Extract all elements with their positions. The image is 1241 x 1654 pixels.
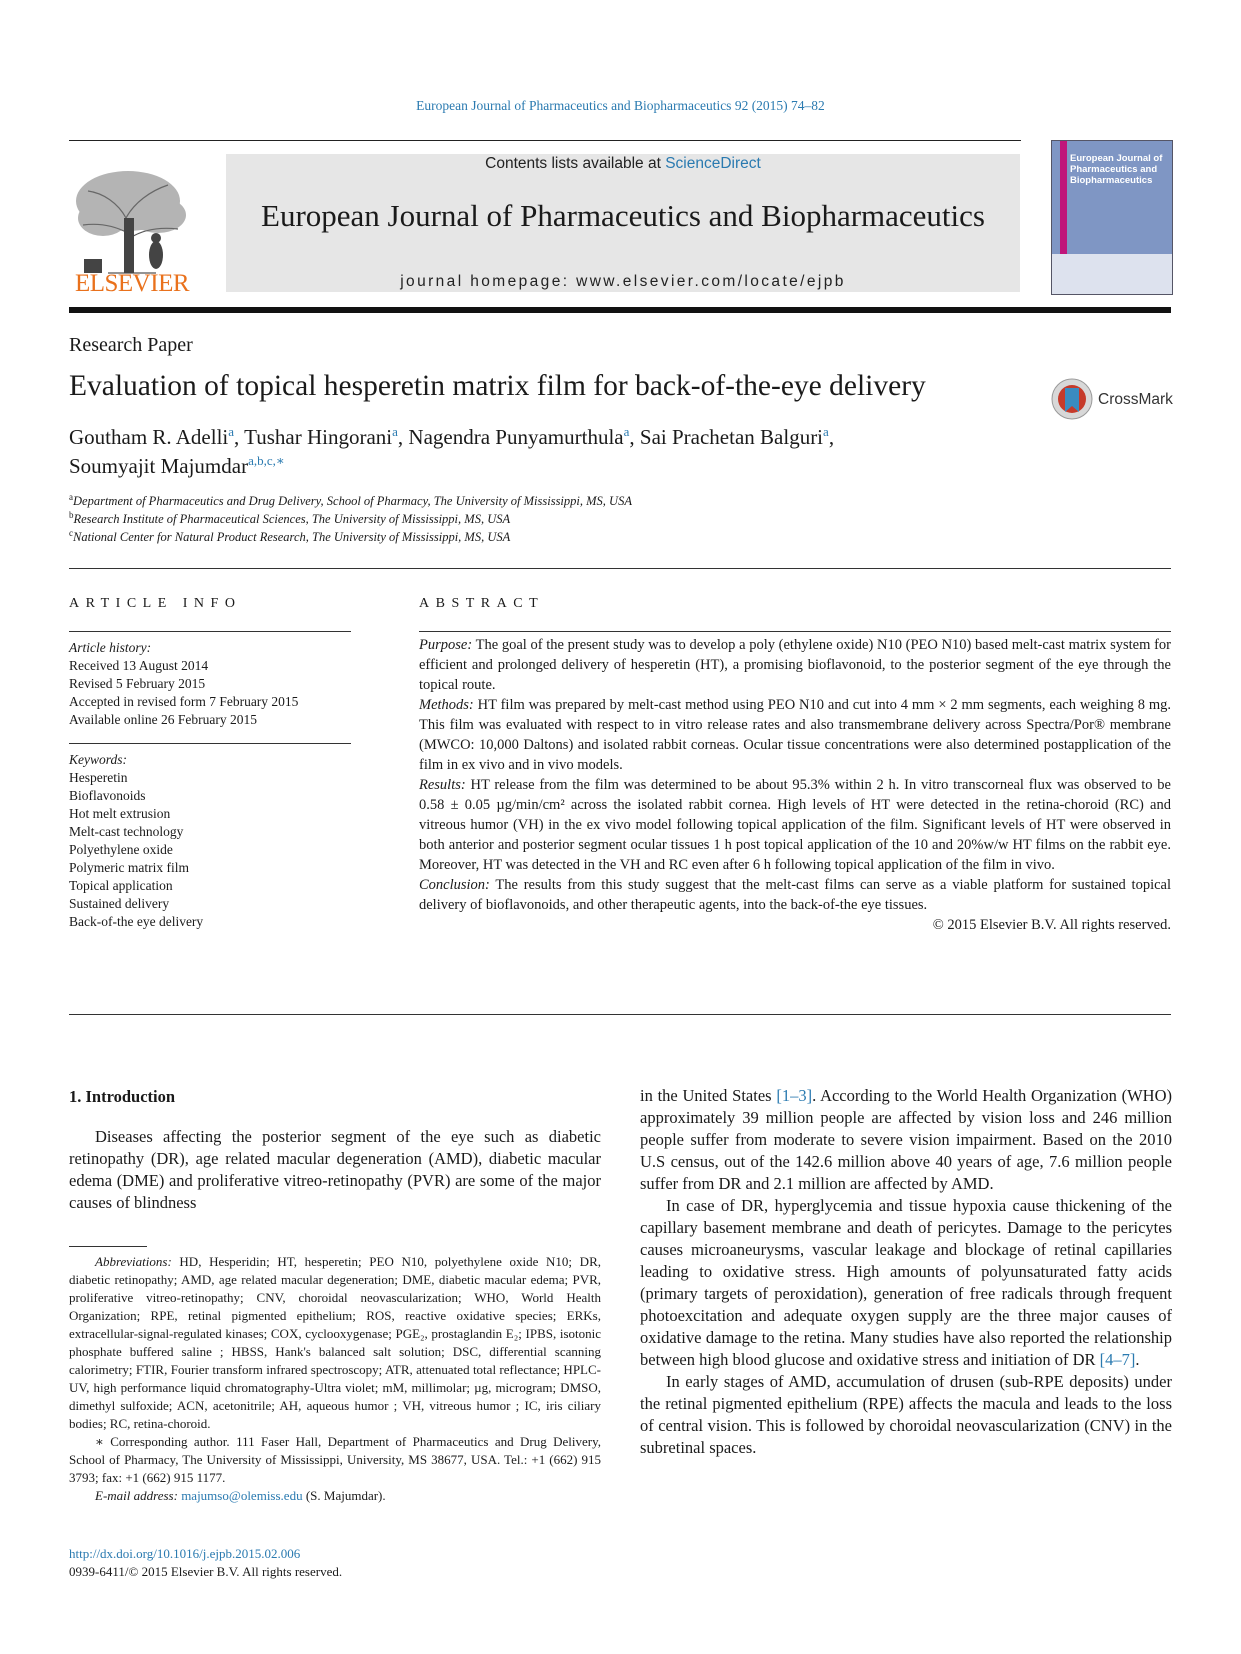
sciencedirect-link[interactable]: ScienceDirect bbox=[665, 155, 761, 172]
history-item: Revised 5 February 2015 bbox=[69, 676, 206, 691]
affiliation bbox=[69, 527, 511, 545]
keyword: Bioflavonoids bbox=[69, 788, 146, 803]
email-label: E-mail address: bbox=[95, 1488, 178, 1503]
affiliation-text: National Center for Natural Product Research, The University of Mississippi, MS, USA bbox=[73, 530, 511, 544]
author-affiliation-mark[interactable]: a,b,c,∗ bbox=[248, 453, 285, 468]
issn-line: 0939-6411/© 2015 Elsevier B.V. All rights reserved. bbox=[69, 1564, 343, 1579]
contents-available-line bbox=[226, 155, 1020, 173]
intro-paragraph: In early stages of AMD, accumulation of drusen (sub-RPE deposits) under the retinal pigmented epithelium (RPE) affects the macula and leads to the loss of central vision. This is followed by choroidal neovascularization (CNV) in the subretinal spaces. bbox=[640, 1372, 1172, 1457]
keyword: Back-of-the eye delivery bbox=[69, 914, 204, 929]
affiliation-text: Research Institute of Pharmaceutical Sciences, The University of Mississippi, MS, USA bbox=[73, 512, 511, 526]
para-text: In case of DR, hyperglycemia and tissue hypoxia cause thickening of the capillary basement membrane and death of pericytes. Damage to the pericytes causes microaneurysms, vascular leakage and blockage of retinal capillaries leading to oxidative stress. High amounts of polyunsaturated fatty acids (primary targets of peroxidation), generation of free radicals through frequent photoexcitation and adequate oxygen supply are the three major causes of oxidative damage to the retina. Many studies have also reported the relationship between high blood glucose and oxidative stress and initiation of DR bbox=[640, 1196, 1172, 1369]
history-item: Received 13 August 2014 bbox=[69, 658, 209, 673]
author-name: Soumyajit Majumdar bbox=[69, 454, 249, 478]
journal-citation[interactable]: European Journal of Pharmaceutics and Biopharmaceutics 92 (2015) 74–82 bbox=[416, 98, 825, 113]
abstract-results bbox=[419, 775, 1171, 875]
purpose-label: Purpose: bbox=[419, 637, 473, 653]
abstract-rule bbox=[419, 631, 1171, 632]
journal-title: European Journal of Pharmaceutics and Biopharmaceutics bbox=[261, 198, 985, 233]
contents-prefix: Contents lists available at bbox=[485, 155, 666, 172]
para-text: . According to the World Health Organization (WHO) approximately 39 million people are affected by vision loss and 246 million people suffer from moderate to severe vision impairment. Based on the 2010 U.S census, out of the 142.6 million above 40 years of age, 7.6 million people suffer from DR and 2.1 million are affected by AMD. bbox=[640, 1086, 1172, 1193]
keyword: Melt-cast technology bbox=[69, 824, 184, 839]
affiliation-mark: a bbox=[69, 491, 73, 502]
cover-footer bbox=[1052, 254, 1172, 294]
affiliation-mark: c bbox=[69, 527, 73, 538]
affiliation bbox=[69, 491, 632, 509]
methods-label: Methods: bbox=[419, 697, 474, 713]
para-text: . bbox=[1135, 1350, 1140, 1369]
abstract-conclusion bbox=[419, 875, 1171, 915]
journal-homepage[interactable]: journal homepage: www.elsevier.com/locate/ejpb bbox=[400, 273, 846, 290]
methods-text: HT film was prepared by melt-cast method using PEO N10 and cut into 4 mm × 2 mm segments, each weighing 8 mg. This film was evaluated with respect to in vitro release rates and also transmembrane delivery across Spectra/Por® membrane (MWCO: 10,000 Daltons) and isolated rabbit corneas. Ocular tissue concentrations were also determined postapplication of the film in ex vivo and in vivo models. bbox=[419, 697, 1172, 773]
intro-paragraph bbox=[640, 1085, 1172, 1195]
keyword: Polymeric matrix film bbox=[69, 860, 189, 875]
abstract-end-rule bbox=[69, 1014, 1171, 1015]
keywords-label: Keywords: bbox=[69, 752, 127, 767]
author-name: Sai Prachetan Balguri bbox=[639, 425, 824, 449]
results-label: Results: bbox=[419, 777, 466, 793]
article-type: Research Paper bbox=[69, 334, 193, 356]
keyword: Hot melt extrusion bbox=[69, 806, 171, 821]
abstract-body bbox=[419, 635, 1171, 935]
author-name: Goutham R. Adelli bbox=[69, 425, 229, 449]
cover-title: European Journal of Pharmaceutics and Biopharmaceutics bbox=[1070, 153, 1163, 186]
affiliation-mark: b bbox=[69, 509, 74, 520]
citation-link[interactable]: [1–3] bbox=[776, 1086, 813, 1105]
email-footnote bbox=[69, 1487, 601, 1505]
results-text: HT release from the film was determined to be about 95.3% within 2 h. In vitro transcorneal flux was observed to be 0.58 ± 0.05 µg/min/cm² across the isolated rabbit cornea. High levels of HT were detected in the retina-choroid (RC) and vitreous humor (VH) in the ex vivo model following topical application of the film. Significant levels of HT were observed in both anterior and posterior segment ocular tissues 1 h post topical application of the 10 and 20%w/w HT films on the rabbit eye. Moreover, HT was detected in the VH and RC even after 6 h following topical application of the film in vivo. bbox=[419, 777, 1171, 873]
abstract-heading: ABSTRACT bbox=[419, 596, 545, 611]
affiliation bbox=[69, 509, 511, 527]
keyword: Topical application bbox=[69, 878, 173, 893]
author-affiliation-mark[interactable]: a bbox=[392, 424, 398, 439]
intro-paragraph: Diseases affecting the posterior segment of the eye such as diabetic retinopathy (DR), age related macular degeneration (AMD), diabetic macular edema (DME) and proliferative vitreo-retinopathy (PVR) are some of the major causes of blindness bbox=[69, 1127, 601, 1212]
intro-left-column bbox=[69, 1126, 601, 1214]
footnotes bbox=[69, 1253, 601, 1505]
email-suffix: (S. Majumdar). bbox=[302, 1488, 386, 1503]
para-text: in the United States bbox=[640, 1086, 777, 1105]
article-info-rule bbox=[69, 631, 351, 632]
keyword: Sustained delivery bbox=[69, 896, 170, 911]
abstract-methods bbox=[419, 695, 1171, 775]
intro-paragraph bbox=[640, 1195, 1172, 1371]
article-title: Evaluation of topical hesperetin matrix film for back-of-the-eye delivery bbox=[69, 370, 926, 402]
email-link[interactable]: majumso@olemiss.edu bbox=[181, 1488, 303, 1503]
section-heading: 1. Introduction bbox=[69, 1087, 176, 1106]
keywords bbox=[69, 751, 351, 931]
authors-line bbox=[69, 454, 285, 479]
abstract-copyright: © 2015 Elsevier B.V. All rights reserved. bbox=[932, 917, 1171, 933]
abbreviations-label: Abbreviations: bbox=[95, 1254, 172, 1269]
journal-cover-image bbox=[1051, 140, 1173, 295]
history-item: Available online 26 February 2015 bbox=[69, 712, 257, 727]
author-affiliation-mark[interactable]: a bbox=[623, 424, 630, 439]
keywords-rule bbox=[69, 743, 351, 744]
author-affiliation-mark[interactable]: a bbox=[228, 424, 235, 439]
article-history-label: Article history: bbox=[69, 640, 152, 655]
article-info-heading: ARTICLE INFO bbox=[69, 596, 242, 611]
history-item: Accepted in revised form 7 February 2015 bbox=[69, 694, 299, 709]
purpose-text: The goal of the present study was to develop a poly (ethylene oxide) N10 (PEO N10) based melt-cast matrix system for efficient and prolonged delivery of hesperetin (HT), a promising bioflavonoid, to the posterior segment of the eye through the topical route. bbox=[419, 637, 1171, 693]
affiliation-text: Department of Pharmaceutics and Drug Delivery, School of Pharmacy, The University of Mississippi, MS, USA bbox=[73, 494, 632, 508]
intro-right-column bbox=[640, 1085, 1172, 1459]
footnote-rule bbox=[69, 1246, 147, 1247]
conclusion-text: The results from this study suggest that the melt-cast films can serve as a viable platform for sustained topical delivery of bioflavonoids, and other therapeutic agents, into the back-of-the eye tissues. bbox=[419, 877, 1171, 913]
keyword: Hesperetin bbox=[69, 770, 128, 785]
author-name: Nagendra Punyamurthula bbox=[408, 425, 624, 449]
conclusion-label: Conclusion: bbox=[419, 877, 490, 893]
keyword: Polyethylene oxide bbox=[69, 842, 173, 857]
corresponding-author-footnote: ∗ Corresponding author. 111 Faser Hall, Department of Pharmaceutics and Drug Delivery, School of Pharmacy, The University of Mississippi, University, MS 38677, USA. Tel.: +1 (662) 915 3793; fax: +1 (662) 915 1177. bbox=[69, 1434, 601, 1485]
header-rule bbox=[69, 140, 1021, 141]
abbreviations-text: HD, Hesperidin; HT, hesperetin; PEO N10, polyethylene oxide N10; DR, diabetic retinopathy; AMD, age related macular degeneration; DME, diabetic macular edema; PVR, proliferative vitreo-retinopathy; CNV, choroidal neovascularization; WHO, World Health Organization; RPE, retinal pigmented epithelium; ROS, reactive oxidative species; ERKs, extracellular-signal-regulated kinases; COX, cyclooxygenase; PGE₂, prostaglandin E₂; IPBS, isotonic phosphate buffered saline ; HBSS, Hank's balanced salt solution; DSC, differential scanning calorimetry; FTIR, Fourier transform infrared spectroscopy; ATR, attenuated total reflectance; HPLC-UV, high performance liquid chromatography-Ultra violet; mM, millimolar; µg, microgram; DMSO, dimethyl sulfoxide; ACN, acetonitrile; AH, aqueous humor ; VH, vitreous humor ; IC, iris ciliary bodies; RC, retina-choroid. bbox=[69, 1254, 601, 1431]
author-affiliation-mark[interactable]: a bbox=[823, 424, 829, 439]
author-name: Tushar Hingorani bbox=[244, 425, 393, 449]
elsevier-wordmark: ELSEVIER bbox=[74, 270, 190, 297]
authors-line: Goutham R. Adelli$^a$, Tushar Hingorani$^a$, Nagendra Punyamurthula$^a$, Sai Prachetan Balguri$^a$, bbox=[69, 424, 835, 449]
abstract-purpose bbox=[419, 635, 1171, 695]
abbreviations-footnote bbox=[69, 1253, 601, 1433]
doi-link[interactable]: http://dx.doi.org/10.1016/j.ejpb.2015.02.006 bbox=[69, 1546, 301, 1561]
article-history bbox=[69, 639, 351, 729]
crossmark-label[interactable]: CrossMark bbox=[1098, 391, 1173, 408]
masthead-rule bbox=[69, 307, 1171, 313]
crossmark-icon[interactable] bbox=[1051, 378, 1093, 420]
citation-link[interactable]: [4–7] bbox=[1099, 1350, 1136, 1369]
title-block-rule bbox=[69, 568, 1171, 569]
